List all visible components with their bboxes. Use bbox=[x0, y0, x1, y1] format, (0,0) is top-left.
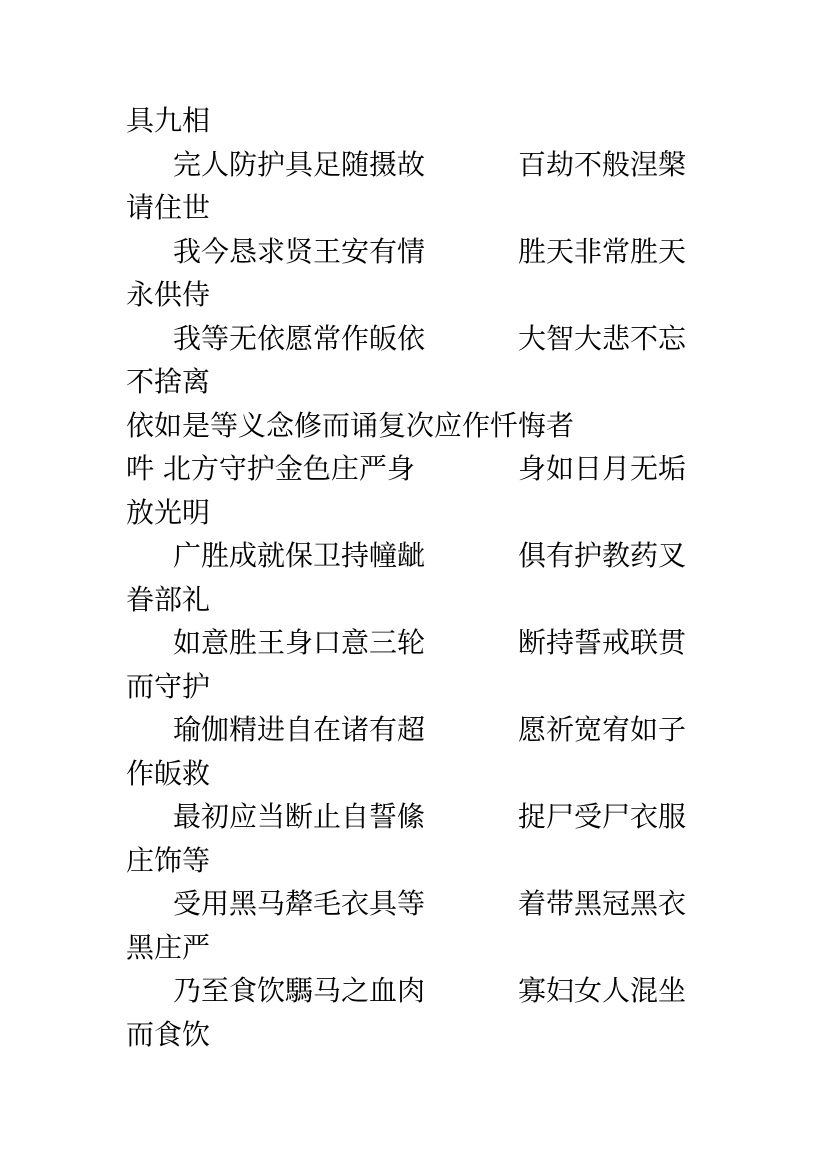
text-line-5 bbox=[126, 278, 210, 312]
line-11-left: 广胜成就保卫持幢龇 bbox=[173, 539, 426, 572]
line-19-left: 受用黑马犛毛衣具等 bbox=[173, 887, 426, 920]
text-line-20 bbox=[126, 931, 210, 965]
line-4-left: 我今恳求贤王安有情 bbox=[173, 235, 426, 268]
line-17-left: 最初应当断止自誓絛 bbox=[173, 800, 426, 833]
line-2-left: 完人防护具足随摄故 bbox=[173, 148, 426, 181]
text-line-12 bbox=[126, 583, 210, 617]
text-line-8 bbox=[126, 409, 574, 443]
line-21-left: 乃至食饮騳马之血肉 bbox=[173, 974, 426, 1007]
line-16-text: 作皈救 bbox=[126, 757, 211, 790]
line-6-left: 我等无依愿常作皈依 bbox=[173, 322, 426, 355]
text-line-1 bbox=[126, 104, 210, 138]
line-18-text: 庄饰等 bbox=[126, 844, 211, 877]
line-2-right: 百劫不般涅槃 bbox=[518, 148, 687, 181]
line-13-right: 断持誓戒联贯 bbox=[518, 626, 687, 659]
line-3-text: 请住世 bbox=[126, 191, 211, 224]
text-line-19 bbox=[126, 887, 687, 921]
line-19-right: 着带黑冠黑衣 bbox=[518, 887, 687, 920]
text-line-21 bbox=[126, 974, 687, 1008]
line-21-right: 寡妇女人混坐 bbox=[518, 974, 687, 1007]
line-11-right: 俱有护教药叉 bbox=[518, 539, 687, 572]
text-line-6 bbox=[126, 322, 687, 356]
line-17-right: 捉尸受尸衣服 bbox=[518, 800, 687, 833]
line-6-right: 大智大悲不忘 bbox=[518, 322, 687, 355]
text-line-2 bbox=[126, 148, 687, 182]
line-1-text: 具九相 bbox=[126, 104, 211, 137]
line-20-text: 黑庄严 bbox=[126, 931, 211, 964]
line-4-right: 胜天非常胜天 bbox=[518, 235, 687, 268]
text-line-10 bbox=[126, 496, 210, 530]
text-line-22 bbox=[126, 1018, 210, 1052]
text-line-14 bbox=[126, 670, 210, 704]
line-9-left: 吽 北方守护金色庄严身 bbox=[126, 452, 415, 485]
text-line-13 bbox=[126, 626, 687, 660]
text-line-11 bbox=[126, 539, 687, 573]
line-13-left: 如意胜王身口意三轮 bbox=[173, 626, 426, 659]
line-22-text: 而食饮 bbox=[126, 1018, 211, 1051]
line-7-text: 不捨离 bbox=[126, 365, 211, 398]
text-line-17 bbox=[126, 800, 687, 834]
line-5-text: 永供侍 bbox=[126, 278, 211, 311]
text-line-18 bbox=[126, 844, 210, 878]
line-15-right: 愿祈宽宥如子 bbox=[518, 713, 687, 746]
text-line-9 bbox=[126, 452, 687, 486]
line-12-text: 眷部礼 bbox=[126, 583, 211, 616]
text-line-3 bbox=[126, 191, 210, 225]
text-line-16 bbox=[126, 757, 210, 791]
text-line-15 bbox=[126, 713, 687, 747]
text-line-7 bbox=[126, 365, 210, 399]
line-14-text: 而守护 bbox=[126, 670, 211, 703]
text-line-4 bbox=[126, 235, 687, 269]
line-8-text: 依如是等义念修而诵复次应作忏悔者 bbox=[126, 409, 575, 442]
line-9-right: 身如日月无垢 bbox=[518, 452, 687, 485]
line-15-left: 瑜伽精进自在诸有超 bbox=[173, 713, 426, 746]
line-10-text: 放光明 bbox=[126, 496, 211, 529]
